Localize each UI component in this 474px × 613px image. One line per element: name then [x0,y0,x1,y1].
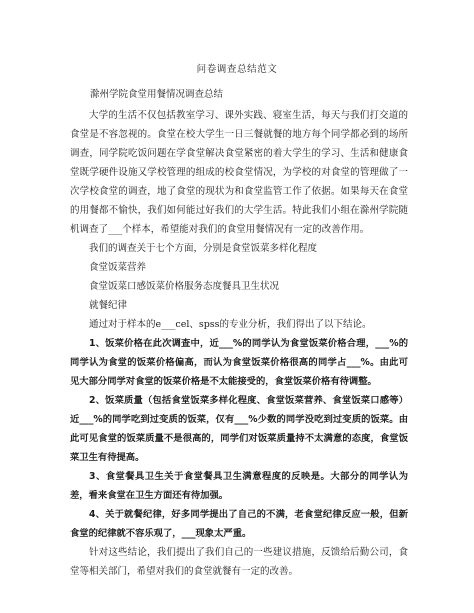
conclusion-discipline: 4、关于就餐纪律，好多同学提出了自己的不满，老食堂纪律反应一般，但新食堂的纪律就不容乐观了，___现象太严重。 [70,509,408,539]
aspect-taste-price-service-hygiene: 食堂饭菜口感饭菜价格服务态度餐具卫生状况 [89,281,280,292]
survey-aspects-paragraph: 我们的调查关于七个方面，分别是食堂饭菜多样化程度 [89,243,318,254]
document-title: 问卷调查总结范文 [196,64,278,75]
intro-paragraph: 大学的生活不仅包括教室学习、课外实践、寝室生活，每天与我们打交道的食堂是不容忽视的。食堂在校大学生一日三餐就餐的地方每个同学都必到的场所调查，同学院吃饭问题在学食堂解决食堂紧密的着大学生的学习、生活和健康食堂既学硬件设施又学校管理的组成的校食堂情况，为学校的对食堂的管理做了一次学校食堂的调查，地了食堂的现状为和食堂监管工作了依据。如果每天在食堂的用餐都不愉快，我们如何能过好我们的大学生活。特此我们小组在滁州学院随机调查了___个样本，希望能对我们的食堂用餐情况有一定的改善作用。 [70,110,408,235]
conclusion-price: 1、饭菜价格在此次调查中，近___%的同学认为食堂饭菜价格合理，___%的同学认为食堂的饭菜价格偏高，而认为食堂饭菜价格很高的同学占___%。由此可见大部分同学对食堂的饭菜价格是不太能接受的，食堂饭菜价格有待调整。 [70,338,408,387]
aspect-discipline: 就餐纪律 [89,300,128,311]
analysis-paragraph: 通过对于样本的e___cel、spss的专业分析，我们得出了以下结论。 [89,319,372,330]
document-subtitle: 滁州学院食堂用餐情况调查总结 [90,89,224,100]
closing-paragraph: 针对这些结论，我们提出了我们自己的一些建议措施，反馈给后勤公司，食堂等相关部门，希望对我们的食堂就餐有一定的改善。 [70,547,408,577]
aspect-nutrition: 食堂饭菜营养 [89,262,147,273]
document-body [70,106,408,581]
conclusion-quality: 2、饭菜质量（包括食堂饭菜多样化程度、食堂饭菜营养、食堂饭菜口感等）近___%的同学吃到过变质的饭菜，仅有___%少数的同学没吃到过变质的饭菜。由此可见食堂的饭菜质量不是很高的，同学们对饭菜质量持不太满意的态度，食堂饭菜卫生有待提高。 [70,395,408,463]
conclusion-hygiene: 3、食堂餐具卫生关于食堂餐具卫生满意程度的反映是。大部分的同学认为差，看来食堂在卫生方面还有待加强。 [70,471,408,501]
